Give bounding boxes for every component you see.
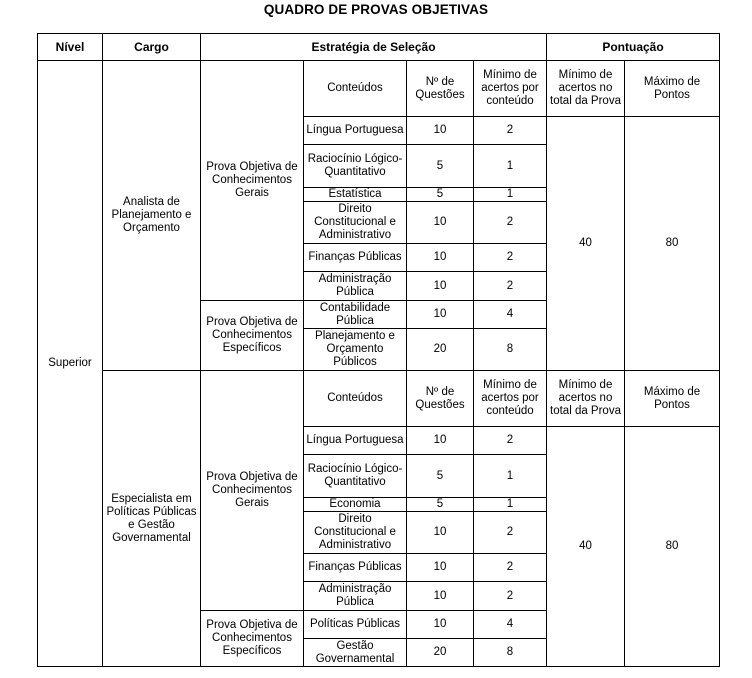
conteudo-cell: Língua Portuguesa [304, 117, 407, 145]
minimo-cell: 2 [474, 582, 547, 611]
minimo-cell: 4 [474, 301, 547, 329]
prova-cell: Prova Objetiva de Conhecimentos Específicos [201, 611, 304, 667]
maximo-pontos-cell: 80 [625, 117, 720, 371]
minimo-cell: 2 [474, 272, 547, 301]
minimo-cell: 2 [474, 244, 547, 272]
minimo-cell: 1 [474, 145, 547, 188]
questoes-cell: 10 [407, 272, 474, 301]
conteudo-cell: Políticas Públicas [304, 611, 407, 639]
conteudo-cell: Língua Portuguesa [304, 427, 407, 455]
minimo-cell: 1 [474, 188, 547, 202]
minimo-cell: 8 [474, 639, 547, 667]
questoes-cell: 20 [407, 639, 474, 667]
minimo-cell: 1 [474, 455, 547, 498]
questoes-cell: 10 [407, 202, 474, 244]
header-nivel: Nível [38, 34, 103, 61]
minimo-total-cell: 40 [547, 427, 625, 667]
header-pontuacao: Pontuação [547, 34, 720, 61]
sub-header-minimo-conteudo: Mínimo de acertos por conteúdo [474, 61, 547, 117]
page-title: QUADRO DE PROVAS OBJETIVAS [263, 2, 489, 17]
sub-header-maximo-pontos: Máximo de Pontos [625, 371, 720, 427]
minimo-cell: 1 [474, 498, 547, 512]
maximo-pontos-cell: 80 [625, 427, 720, 667]
minimo-cell: 2 [474, 512, 547, 554]
minimo-cell: 4 [474, 611, 547, 639]
minimo-total-cell: 40 [547, 117, 625, 371]
conteudo-cell: Raciocínio Lógico-Quantitativo [304, 145, 407, 188]
table-body [38, 61, 720, 667]
sub-header-num-questoes: Nº de Questões [407, 61, 474, 117]
questoes-cell: 10 [407, 554, 474, 582]
sub-header-row [38, 371, 720, 427]
conteudo-cell: Estatística [304, 188, 407, 202]
sub-header-conteudos: Conteúdos [304, 371, 407, 427]
sub-header-minimo-total: Mínimo de acertos no total da Prova [547, 61, 625, 117]
sub-header-maximo-pontos: Máximo de Pontos [625, 61, 720, 117]
conteudo-cell: Gestão Governamental [304, 639, 407, 667]
sub-header-row [38, 61, 720, 117]
conteudo-cell: Finanças Públicas [304, 554, 407, 582]
sub-header-minimo-conteudo: Mínimo de acertos por conteúdo [474, 371, 547, 427]
prova-cell: Prova Objetiva de Conhecimentos Gerais [201, 371, 304, 611]
conteudo-cell: Administração Pública [304, 582, 407, 611]
minimo-cell: 8 [474, 329, 547, 371]
prova-cell: Prova Objetiva de Conhecimentos Gerais [201, 61, 304, 301]
conteudo-cell: Direito Constitucional e Administrativo [304, 202, 407, 244]
questoes-cell: 10 [407, 301, 474, 329]
conteudo-cell: Direito Constitucional e Administrativo [304, 512, 407, 554]
table-header-row [38, 34, 720, 61]
provas-table [37, 33, 720, 667]
minimo-cell: 2 [474, 202, 547, 244]
conteudo-cell: Contabilidade Pública [304, 301, 407, 329]
prova-cell: Prova Objetiva de Conhecimentos Específicos [201, 301, 304, 371]
cargo-cell: Analista de Planejamento e Orçamento [103, 61, 201, 371]
questoes-cell: 20 [407, 329, 474, 371]
sub-header-num-questoes: Nº de Questões [407, 371, 474, 427]
conteudo-cell: Raciocínio Lógico-Quantitativo [304, 455, 407, 498]
questoes-cell: 10 [407, 244, 474, 272]
minimo-cell: 2 [474, 554, 547, 582]
minimo-cell: 2 [474, 427, 547, 455]
cargo-cell: Especialista em Políticas Públicas e Gestão Governamental [103, 371, 201, 667]
nivel-cell: Superior [38, 61, 103, 667]
conteudo-cell: Planejamento e Orçamento Públicos [304, 329, 407, 371]
conteudo-cell: Administração Pública [304, 272, 407, 301]
header-estrategia: Estratégia de Seleção [201, 34, 547, 61]
questoes-cell: 10 [407, 611, 474, 639]
questoes-cell: 10 [407, 427, 474, 455]
questoes-cell: 5 [407, 188, 474, 202]
questoes-cell: 10 [407, 582, 474, 611]
questoes-cell: 10 [407, 117, 474, 145]
conteudo-cell: Finanças Públicas [304, 244, 407, 272]
sub-header-minimo-total: Mínimo de acertos no total da Prova [547, 371, 625, 427]
questoes-cell: 5 [407, 145, 474, 188]
questoes-cell: 5 [407, 498, 474, 512]
questoes-cell: 10 [407, 512, 474, 554]
questoes-cell: 5 [407, 455, 474, 498]
header-cargo: Cargo [103, 34, 201, 61]
sub-header-conteudos: Conteúdos [304, 61, 407, 117]
minimo-cell: 2 [474, 117, 547, 145]
conteudo-cell: Economia [304, 498, 407, 512]
